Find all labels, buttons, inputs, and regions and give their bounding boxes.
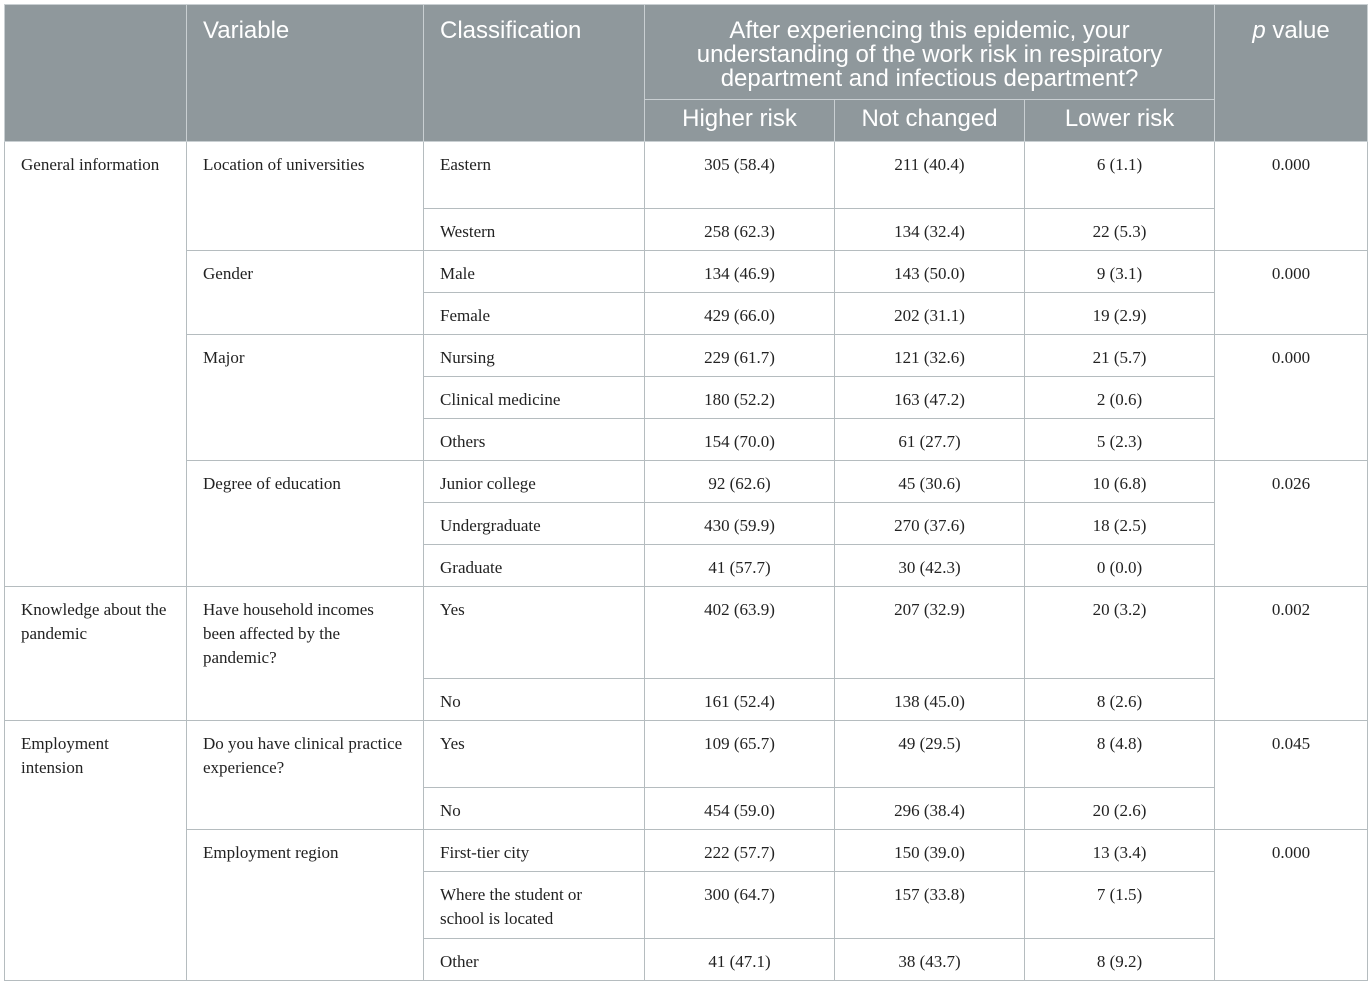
classification-cell: Male [424, 251, 645, 293]
lower-risk-header: Lower risk [1025, 100, 1215, 142]
variable-name: Have household incomes been affected by the pandemic? [187, 587, 424, 721]
higher-risk-header: Higher risk [645, 100, 835, 142]
classification-cell: Yes [424, 721, 645, 788]
higher-risk-cell: 454 (59.0) [645, 788, 835, 830]
classification-cell: No [424, 788, 645, 830]
not-changed-cell: 296 (38.4) [835, 788, 1025, 830]
lower-risk-cell: 2 (0.6) [1025, 377, 1215, 419]
higher-risk-cell: 222 (57.7) [645, 830, 835, 872]
p-value-cell: 0.026 [1215, 461, 1368, 587]
p-value-header [1215, 5, 1368, 142]
p-value-cell: 0.000 [1215, 830, 1368, 981]
lower-risk-cell: 9 (3.1) [1025, 251, 1215, 293]
variable-name: Employment region [187, 830, 424, 981]
higher-risk-cell: 430 (59.9) [645, 503, 835, 545]
classification-cell: Nursing [424, 335, 645, 377]
group-label: Knowledge about the pandemic [5, 587, 187, 721]
variable-name: Location of universities [187, 142, 424, 251]
classification-cell: Graduate [424, 545, 645, 587]
p-value-cell: 0.002 [1215, 587, 1368, 721]
lower-risk-cell: 19 (2.9) [1025, 293, 1215, 335]
not-changed-cell: 38 (43.7) [835, 939, 1025, 981]
higher-risk-cell: 300 (64.7) [645, 872, 835, 939]
variable-name: Gender [187, 251, 424, 335]
table-row [5, 587, 1368, 679]
lower-risk-cell: 8 (9.2) [1025, 939, 1215, 981]
question-header: After experiencing this epidemic, your understanding of the work risk in respiratory department and infectious department? [645, 5, 1215, 100]
group-label: General information [5, 142, 187, 587]
higher-risk-cell: 41 (47.1) [645, 939, 835, 981]
classification-cell: Junior college [424, 461, 645, 503]
variable-header: Variable [187, 5, 424, 142]
lower-risk-cell: 8 (2.6) [1025, 679, 1215, 721]
results-table [4, 4, 1368, 981]
higher-risk-cell: 429 (66.0) [645, 293, 835, 335]
not-changed-cell: 134 (32.4) [835, 209, 1025, 251]
higher-risk-cell: 180 (52.2) [645, 377, 835, 419]
classification-cell: First-tier city [424, 830, 645, 872]
not-changed-cell: 207 (32.9) [835, 587, 1025, 679]
table-row [5, 142, 1368, 209]
higher-risk-cell: 134 (46.9) [645, 251, 835, 293]
not-changed-cell: 157 (33.8) [835, 872, 1025, 939]
not-changed-cell: 61 (27.7) [835, 419, 1025, 461]
variable-name: Degree of education [187, 461, 424, 587]
lower-risk-cell: 13 (3.4) [1025, 830, 1215, 872]
classification-header: Classification [424, 5, 645, 142]
variable-name: Do you have clinical practice experience? [187, 721, 424, 830]
lower-risk-cell: 21 (5.7) [1025, 335, 1215, 377]
p-value-cell: 0.000 [1215, 142, 1368, 251]
classification-cell: Yes [424, 587, 645, 679]
classification-cell: Clinical medicine [424, 377, 645, 419]
not-changed-cell: 202 (31.1) [835, 293, 1025, 335]
classification-cell: Others [424, 419, 645, 461]
not-changed-cell: 270 (37.6) [835, 503, 1025, 545]
classification-cell: Where the student or school is located [424, 872, 645, 939]
higher-risk-cell: 154 (70.0) [645, 419, 835, 461]
lower-risk-cell: 6 (1.1) [1025, 142, 1215, 209]
lower-risk-cell: 10 (6.8) [1025, 461, 1215, 503]
table-row [5, 721, 1368, 788]
table-row [5, 461, 1368, 503]
lower-risk-cell: 20 (3.2) [1025, 587, 1215, 679]
not-changed-cell: 150 (39.0) [835, 830, 1025, 872]
p-value-label: value [1265, 17, 1330, 44]
table-row [5, 335, 1368, 377]
higher-risk-cell: 109 (65.7) [645, 721, 835, 788]
not-changed-header: Not changed [835, 100, 1025, 142]
group-label: Employment intension [5, 721, 187, 981]
higher-risk-cell: 305 (58.4) [645, 142, 835, 209]
group-header [5, 5, 187, 142]
not-changed-cell: 30 (42.3) [835, 545, 1025, 587]
variable-name: Major [187, 335, 424, 461]
not-changed-cell: 138 (45.0) [835, 679, 1025, 721]
classification-cell: Undergraduate [424, 503, 645, 545]
table-row [5, 830, 1368, 872]
lower-risk-cell: 0 (0.0) [1025, 545, 1215, 587]
higher-risk-cell: 402 (63.9) [645, 587, 835, 679]
table-row [5, 251, 1368, 293]
classification-cell: Other [424, 939, 645, 981]
lower-risk-cell: 7 (1.5) [1025, 872, 1215, 939]
not-changed-cell: 49 (29.5) [835, 721, 1025, 788]
lower-risk-cell: 20 (2.6) [1025, 788, 1215, 830]
not-changed-cell: 143 (50.0) [835, 251, 1025, 293]
higher-risk-cell: 229 (61.7) [645, 335, 835, 377]
classification-cell: Western [424, 209, 645, 251]
lower-risk-cell: 8 (4.8) [1025, 721, 1215, 788]
classification-cell: Female [424, 293, 645, 335]
not-changed-cell: 163 (47.2) [835, 377, 1025, 419]
p-value-cell: 0.000 [1215, 335, 1368, 461]
higher-risk-cell: 92 (62.6) [645, 461, 835, 503]
not-changed-cell: 121 (32.6) [835, 335, 1025, 377]
classification-cell: Eastern [424, 142, 645, 209]
lower-risk-cell: 22 (5.3) [1025, 209, 1215, 251]
not-changed-cell: 45 (30.6) [835, 461, 1025, 503]
p-value-cell: 0.045 [1215, 721, 1368, 830]
not-changed-cell: 211 (40.4) [835, 142, 1025, 209]
lower-risk-cell: 18 (2.5) [1025, 503, 1215, 545]
p-italic: p [1252, 17, 1266, 44]
p-value-cell: 0.000 [1215, 251, 1368, 335]
classification-cell: No [424, 679, 645, 721]
higher-risk-cell: 41 (57.7) [645, 545, 835, 587]
lower-risk-cell: 5 (2.3) [1025, 419, 1215, 461]
higher-risk-cell: 258 (62.3) [645, 209, 835, 251]
higher-risk-cell: 161 (52.4) [645, 679, 835, 721]
